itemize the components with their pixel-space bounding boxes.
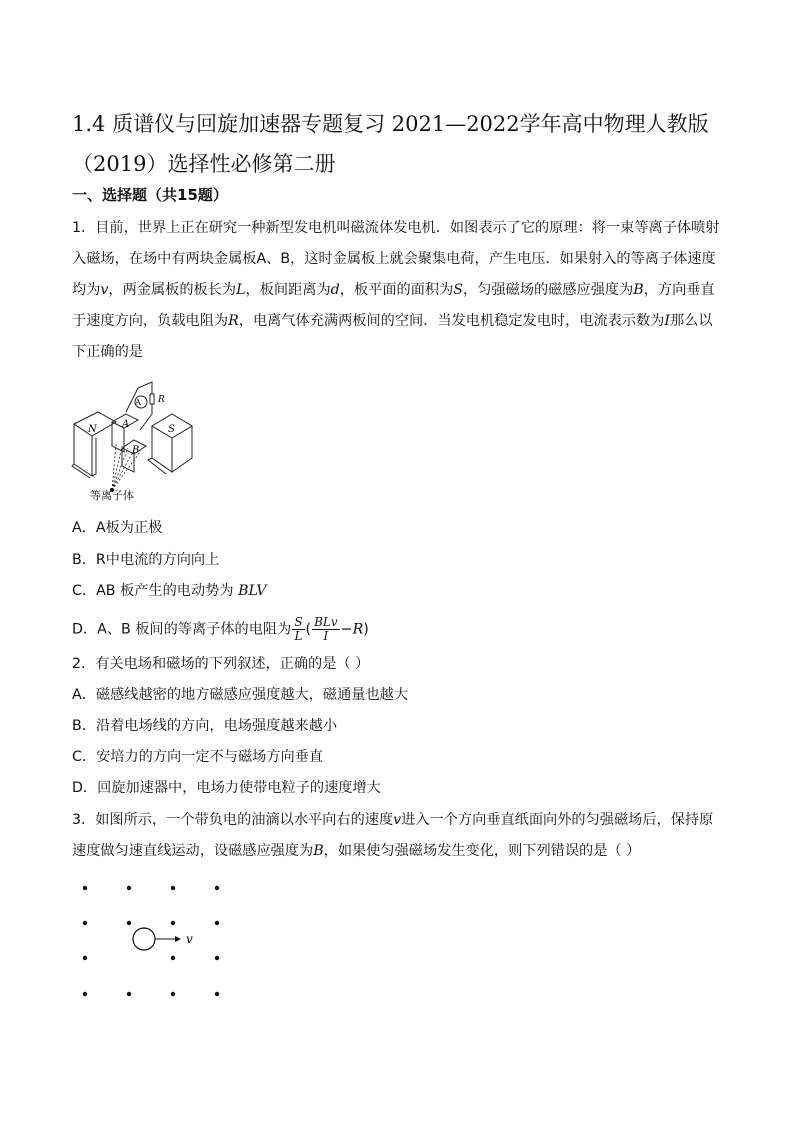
q1-option-b: B．R中电流的方向向上 xyxy=(72,552,220,568)
field-dot xyxy=(83,886,87,890)
mhd-generator-figure xyxy=(68,374,198,500)
field-dot xyxy=(171,886,175,890)
field-dot xyxy=(127,886,131,890)
resistor-icon xyxy=(150,394,154,404)
q1-option-a: A．A板为正极 xyxy=(72,520,163,536)
question-1-stem: 1．目前，世界上正在研究一种新型发电机叫磁流体发电机．如图表示了它的原理：将一束等离子体喷射入磁场，在场中有两块金属板A、B，这时金属板上就会聚集电荷，产生电压．如果射入的等离子体速度均为v，两金属板的板长为L，板间距离为d，板平面的面积为S，匀强磁场的磁感应强度为B，方向垂直于速度方向，负载电阻为R，电离气体充满两板间的空间．当发电机稳定发电时，电流表示数为I那么以下正确的是 xyxy=(72,220,720,360)
title-line-2: （2019）选择性必修第二册 xyxy=(72,152,336,176)
field-dot xyxy=(171,921,175,925)
q1-option-d: D．A、B 板间的等离子体的电阻为 $\frac{S}{L}$ ( $\frac{\text{BLv}}{I}$ −R) xyxy=(72,615,369,643)
field-dot xyxy=(215,992,219,996)
fraction-blv-over-i: $\frac{\text{BLv}}{I}$ xyxy=(314,615,338,643)
plate-b-label: B xyxy=(132,445,140,456)
q2-option-b: B．沿着电场线的方向，电场强度越来越小 xyxy=(72,718,338,734)
velocity-arrow-icon xyxy=(175,936,181,942)
plate-a-label: A xyxy=(122,419,130,430)
section-heading: 一、选择题（共15题） xyxy=(72,186,228,204)
field-dot xyxy=(83,921,87,925)
oil-droplet-icon xyxy=(133,928,155,950)
question-3-stem: 3．如图所示，一个带负电的油滴以水平向右的速度v进入一个方向垂直纸面向外的匀强磁场后，保持原速度做匀速直线运动，设磁感应强度为B，如果使匀强磁场发生变化，则下列错误的是（ ） xyxy=(72,812,714,859)
question-2-stem: 2．有关电场和磁场的下列叙述，正确的是（ ） xyxy=(72,656,370,672)
velocity-label: v xyxy=(186,932,193,946)
title-line-1: 1.4 质谱仪与回旋加速器专题复习 2021—2022学年高中物理人教版 xyxy=(72,112,709,136)
field-dot xyxy=(215,886,219,890)
field-dot xyxy=(171,992,175,996)
q1-option-c: C．AB 板产生的电动势为 BLV xyxy=(72,583,267,599)
q2-option-d: D．回旋加速器中，电场力使带电粒子的速度增大 xyxy=(72,780,381,796)
fraction-s-over-l: $\frac{S}{L}$ xyxy=(294,615,303,643)
ammeter-label: A xyxy=(135,398,141,407)
magnet-s-label: S xyxy=(168,424,175,435)
magnet-n-label: N xyxy=(88,424,97,435)
resistor-label: R xyxy=(158,395,165,405)
field-dot xyxy=(127,921,131,925)
field-dot xyxy=(83,992,87,996)
field-dot xyxy=(215,956,219,960)
q2-option-a: A．磁感线越密的地方磁感应强度越大，磁通量也越大 xyxy=(72,687,409,703)
field-dot xyxy=(127,992,131,996)
field-dot xyxy=(171,956,175,960)
field-dot xyxy=(215,921,219,925)
q2-option-c: C．安培力的方向一定不与磁场方向垂直 xyxy=(72,749,324,765)
magnetic-field-figure xyxy=(72,876,232,1006)
page-title xyxy=(72,104,732,184)
figure-caption: 等离子体 xyxy=(90,489,134,502)
field-dot xyxy=(83,956,87,960)
